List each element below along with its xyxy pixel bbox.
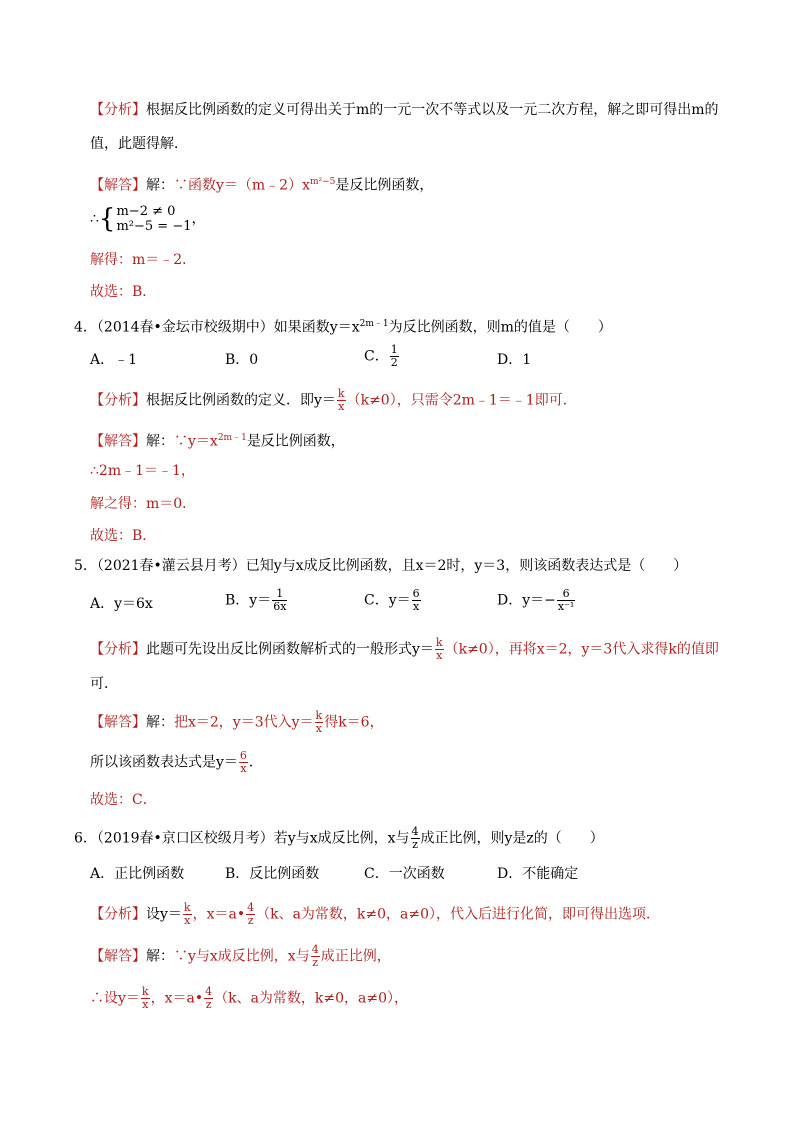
fraction (337, 388, 346, 413)
option-label: C．y＝ (364, 592, 411, 609)
fraction (183, 902, 192, 927)
q5-analysis-line2: 可． (90, 676, 118, 692)
fraction (311, 944, 320, 969)
answer-text: 是反比例函数， (335, 177, 434, 194)
analysis-text: 此题可先设出反比例函数解析式的一般形式y＝ (146, 641, 434, 658)
analysis-text: 根据反比例函数的定义．即y＝ (146, 392, 336, 409)
fraction-denominator: 2 (390, 356, 398, 369)
analysis-tag: 【分析】 (90, 906, 146, 923)
question-stem: 4．（2014春•金坛市校级期中）如果函数y＝x (74, 319, 360, 336)
q5-choose: 故选：C． (90, 792, 157, 808)
fraction-numerator: k (337, 387, 345, 400)
fraction-numerator: 1 (390, 343, 398, 356)
fraction (315, 710, 324, 735)
answer-text: ∵y与x成反比例，x与 (174, 948, 310, 965)
analysis-text-mid: ，x＝a• (192, 906, 246, 923)
question-stem-end: 为反比例函数，则m的值是（ ） (388, 319, 612, 336)
q3-choose (90, 282, 156, 302)
q5-option-a: A．y＝6x (90, 596, 153, 612)
answer-tag: 【解答】 (90, 714, 146, 731)
q4-stem (74, 314, 612, 338)
q6-stem (74, 826, 604, 851)
fraction-numerator: 4 (205, 985, 213, 998)
fraction-numerator: k (141, 985, 149, 998)
fraction-numerator: 6 (557, 588, 575, 601)
q3-analysis-line1 (90, 100, 719, 120)
q4-option-d: D．1 (497, 352, 532, 368)
q6-option-c: C．一次函数 (364, 866, 445, 882)
fraction-denominator: x (184, 914, 191, 927)
fraction-denominator: x (315, 722, 322, 735)
q6-option-a: A．正比例函数 (90, 866, 185, 882)
analysis-text: 根据反比例函数的定义可得出关于m的一元一次不等式以及一元二次方程，解之即可得出m的 (146, 102, 719, 118)
fraction-numerator: k (435, 636, 443, 649)
fraction-denominator: 6x (273, 600, 287, 613)
fraction-numerator: 1 (272, 588, 287, 601)
q4-step1: ∴2m﹣1＝﹣1， (90, 463, 195, 479)
answer-prefix: 解： (146, 714, 174, 731)
system-row: m²−5 = −1 (116, 219, 192, 234)
system-row: m−2 ≠ 0 (116, 204, 176, 219)
q4-analysis (90, 388, 577, 413)
set-text: ∴设y＝ (90, 990, 140, 1007)
q3-analysis-line2: 值，此题得解． (90, 136, 188, 152)
exponent: 2m﹣1 (217, 433, 247, 443)
expression-text: 所以该函数表达式是y＝ (90, 754, 238, 771)
q6-option-d: D．不能确定 (497, 866, 579, 882)
answer-formula: ∵y＝x (174, 433, 218, 450)
brace-icon: { (98, 204, 116, 234)
q3-solve: 解得：m＝﹣2． (90, 252, 197, 268)
fraction-numerator: 4 (247, 901, 255, 914)
fraction-denominator: z (247, 914, 254, 927)
q5-answer (90, 710, 384, 735)
q6-answer (90, 944, 391, 969)
answer-text: 是反比例函数， (246, 433, 345, 450)
fraction-numerator: 4 (311, 943, 319, 956)
q3-system (90, 204, 206, 234)
analysis-tag: 【分析】 (90, 392, 146, 409)
q5-option-b (225, 588, 288, 613)
answer-text-end: 成正比例， (320, 948, 391, 965)
q4-step2: 解之得：m＝0． (90, 496, 197, 512)
q4-option-a: A．﹣1 (90, 352, 138, 368)
fraction (412, 588, 421, 613)
fraction-denominator: x (338, 400, 345, 413)
option-label: C． (364, 348, 389, 365)
fraction-denominator: z (312, 956, 319, 969)
answer-prefix: 解： (146, 948, 174, 965)
answer-tag: 【解答】 (90, 433, 146, 450)
answer-prefix: 解： (146, 177, 174, 194)
analysis-text: 设y＝ (146, 906, 182, 923)
fraction-denominator: x (436, 649, 443, 662)
exponent: m²−5 (310, 177, 336, 187)
option-label: D．y＝− (497, 592, 556, 609)
q5-analysis-line1 (90, 637, 719, 662)
q4-choose: 故选：B． (90, 528, 157, 544)
analysis-text-end: （k≠0），再将x＝2，y＝3代入求得k的值即 (444, 641, 719, 658)
analysis-tag: 【分析】 (90, 641, 146, 658)
q6-analysis (90, 902, 660, 927)
fraction (204, 986, 213, 1011)
analysis-tag: 【分析】 (90, 102, 146, 118)
choose-text: 故选：B． (90, 284, 157, 300)
fraction-denominator: x (142, 998, 149, 1011)
expression-end: ． (248, 754, 263, 771)
q3-answer-line1 (90, 172, 433, 196)
question-stem-end: 成正比例，则y是z的（ ） (420, 830, 604, 847)
q6-set (90, 986, 408, 1011)
set-text-end: （k、a为常数，k≠0，a≠0）， (214, 990, 409, 1007)
equation-system (116, 204, 191, 234)
fraction (557, 588, 575, 613)
fraction (141, 986, 150, 1011)
answer-text-end: 得k＝6， (324, 714, 384, 731)
fraction-denominator: z (412, 838, 418, 851)
fraction (390, 344, 399, 369)
fraction (272, 588, 287, 613)
answer-formula: ∵函数y＝（m﹣2）x (174, 177, 310, 194)
fraction-numerator: 6 (412, 587, 420, 600)
answer-tag: 【解答】 (90, 177, 146, 194)
fraction (435, 637, 444, 662)
q5-option-d (497, 588, 576, 613)
fraction-numerator: k (315, 709, 323, 722)
system-end: ， (191, 211, 206, 227)
option-label: B．y＝ (225, 592, 272, 609)
answer-prefix: 解： (146, 433, 174, 450)
q5-option-c (364, 588, 422, 613)
fraction (239, 750, 248, 775)
q4-option-c (364, 344, 400, 369)
fraction-denominator: z (205, 998, 212, 1011)
analysis-text-end: （k、a为常数，k≠0，a≠0），代入后进行化简，即可得出选项． (256, 906, 661, 923)
answer-formula: 把x＝2，y＝3代入y＝ (174, 714, 314, 731)
fraction (246, 902, 255, 927)
fraction (411, 826, 420, 851)
fraction-numerator: 6 (239, 749, 247, 762)
fraction-denominator: x (413, 600, 420, 613)
q5-stem: 5．（2021春•灌云县月考）已知y与x成反比例函数，且x＝2时，y＝3，则该函数表达式是（ ） (74, 558, 688, 574)
q4-answer (90, 428, 345, 452)
set-text-mid: ，x＝a• (150, 990, 204, 1007)
fraction-denominator: x⁻¹ (557, 600, 575, 613)
answer-tag: 【解答】 (90, 948, 146, 965)
fraction-numerator: 4 (411, 825, 419, 838)
fraction-numerator: k (183, 901, 191, 914)
analysis-text-end: （k≠0），只需令2m﹣1＝﹣1即可． (346, 392, 577, 409)
fraction-denominator: x (240, 762, 247, 775)
q5-expression (90, 750, 263, 775)
q6-option-b: B．反比例函数 (225, 866, 320, 882)
q4-option-b: B．0 (225, 352, 259, 368)
question-stem: 6．（2019春•京口区校级月考）若y与x成反比例，x与 (74, 830, 410, 847)
therefore-symbol: ∴ (90, 211, 99, 227)
exponent: 2m﹣1 (359, 319, 389, 329)
